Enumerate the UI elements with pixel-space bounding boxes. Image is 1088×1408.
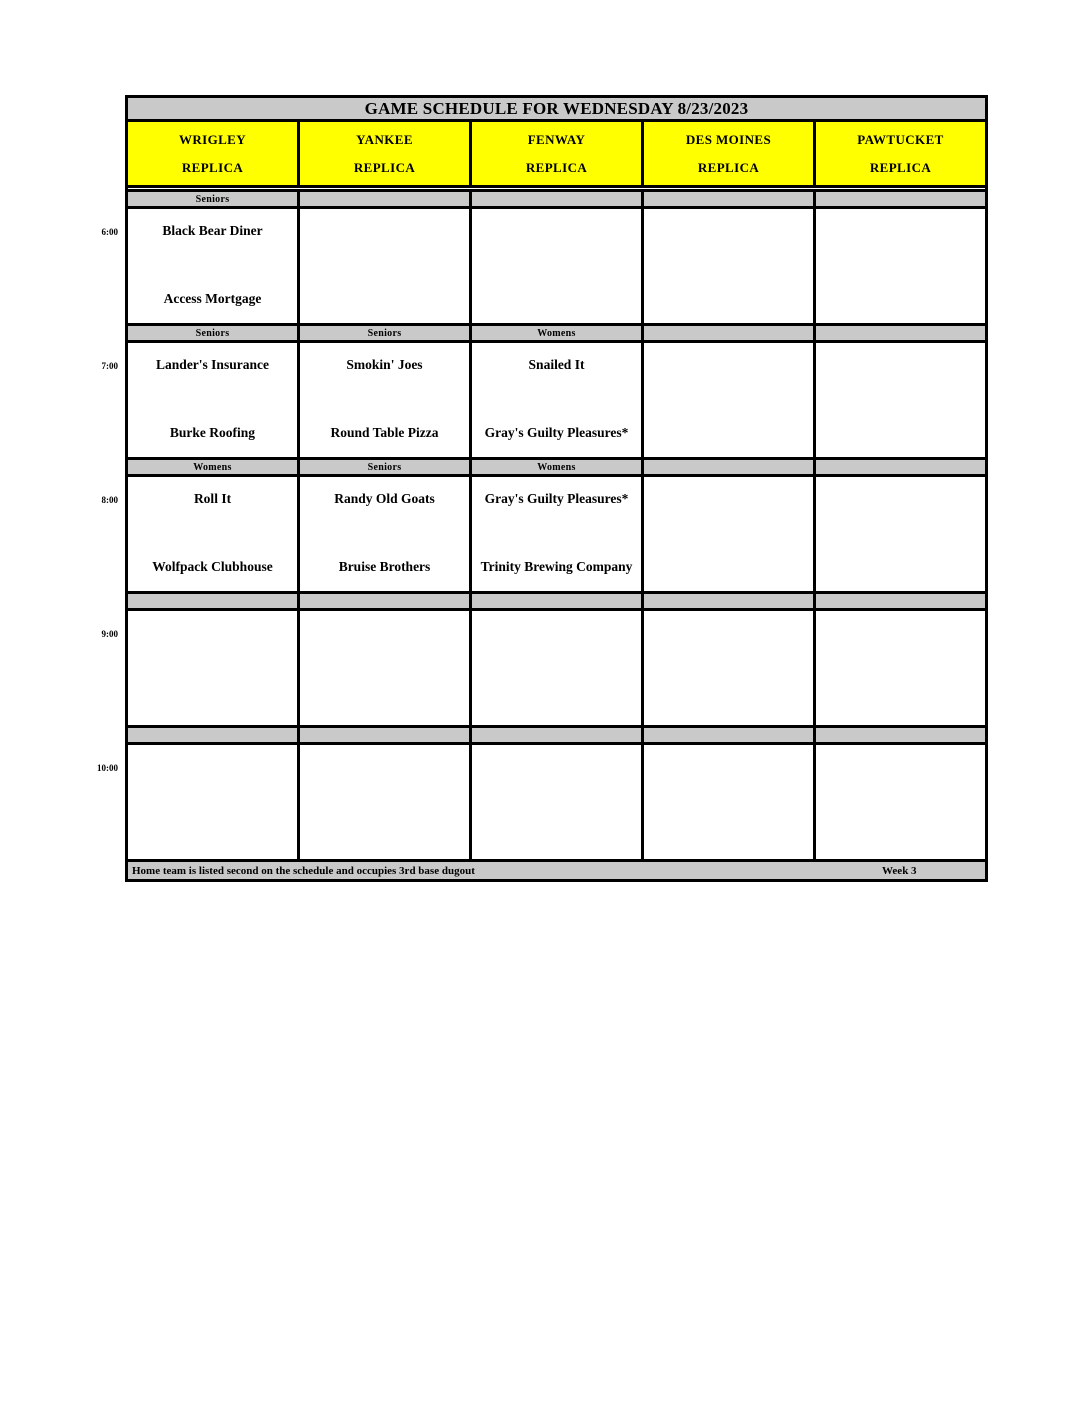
field-type: REPLICA <box>525 159 588 175</box>
division-band <box>644 594 813 608</box>
schedule-title: GAME SCHEDULE FOR WEDNESDAY 8/23/2023 <box>128 98 985 119</box>
away-team: Snailed It <box>528 357 585 372</box>
game-cell <box>300 209 469 323</box>
home-team: Trinity Brewing Company <box>480 559 633 574</box>
division-band <box>128 594 297 608</box>
division-band <box>644 460 813 474</box>
division-band <box>300 192 469 206</box>
division-band: Womens <box>128 460 297 474</box>
game-cell <box>472 745 641 859</box>
game-cell <box>128 477 297 591</box>
game-cell <box>128 343 297 457</box>
division-band <box>816 326 985 340</box>
game-cell <box>644 209 813 323</box>
time-label-10pm: 10:00 <box>97 763 118 773</box>
division-band <box>816 460 985 474</box>
away-team: Roll It <box>193 491 232 506</box>
game-cell <box>472 611 641 725</box>
away-team: Smokin' Joes <box>346 357 423 372</box>
division-band <box>472 728 641 742</box>
division-band: Seniors <box>300 460 469 474</box>
time-label-8pm: 8:00 <box>101 495 118 505</box>
division-band <box>816 192 985 206</box>
home-team: Access Mortgage <box>163 291 262 306</box>
time-label-6pm: 6:00 <box>101 227 118 237</box>
header-divider <box>128 188 985 189</box>
game-cell <box>816 209 985 323</box>
field-name: WRIGLEY <box>178 131 247 147</box>
division-band <box>816 594 985 608</box>
division-band <box>644 728 813 742</box>
away-team: Gray's Guilty Pleasures* <box>484 491 629 506</box>
away-team: Lander's Insurance <box>156 357 269 372</box>
home-team: Burke Roofing <box>169 425 256 440</box>
field-name: PAWTUCKET <box>857 131 944 147</box>
field-name: YANKEE <box>356 131 413 147</box>
field-type: REPLICA <box>869 159 932 175</box>
time-label-9pm: 9:00 <box>101 629 118 639</box>
game-cell <box>644 611 813 725</box>
game-cell <box>816 611 985 725</box>
field-header-des-moines <box>644 122 813 185</box>
field-header-pawtucket <box>816 122 985 185</box>
division-band: Womens <box>472 460 641 474</box>
division-band: Seniors <box>128 192 297 206</box>
home-team: Bruise Brothers <box>338 559 431 574</box>
division-band <box>644 326 813 340</box>
field-header-yankee <box>300 122 469 185</box>
game-cell <box>300 477 469 591</box>
game-cell <box>300 343 469 457</box>
division-band <box>644 192 813 206</box>
division-band: Seniors <box>128 326 297 340</box>
home-team: Gray's Guilty Pleasures* <box>484 425 629 440</box>
game-cell <box>644 343 813 457</box>
footer <box>128 862 985 879</box>
field-type: REPLICA <box>697 159 760 175</box>
time-label-7pm: 7:00 <box>101 361 118 371</box>
division-band <box>472 192 641 206</box>
game-cell <box>128 209 297 323</box>
field-name: FENWAY <box>527 131 586 147</box>
game-cell <box>816 477 985 591</box>
division-band: Seniors <box>300 326 469 340</box>
division-band <box>300 594 469 608</box>
away-team: Randy Old Goats <box>334 491 435 506</box>
division-band: Womens <box>472 326 641 340</box>
division-band <box>472 594 641 608</box>
game-cell <box>644 745 813 859</box>
game-cell <box>472 343 641 457</box>
away-team: Black Bear Diner <box>162 223 263 238</box>
game-cell <box>472 477 641 591</box>
division-band <box>128 728 297 742</box>
game-cell <box>300 745 469 859</box>
division-band <box>300 728 469 742</box>
game-cell <box>300 611 469 725</box>
division-band <box>816 728 985 742</box>
schedule-table <box>125 95 988 882</box>
field-type: REPLICA <box>181 159 244 175</box>
field-header-wrigley <box>128 122 297 185</box>
field-header-fenway <box>472 122 641 185</box>
field-type: REPLICA <box>353 159 416 175</box>
game-cell <box>128 745 297 859</box>
home-team: Wolfpack Clubhouse <box>152 559 273 574</box>
week-label: Week 3 <box>882 864 917 877</box>
game-cell <box>816 343 985 457</box>
game-cell <box>128 611 297 725</box>
game-cell <box>816 745 985 859</box>
home-team: Round Table Pizza <box>330 425 439 440</box>
field-name: DES MOINES <box>685 131 772 147</box>
game-cell <box>472 209 641 323</box>
footer-note: Home team is listed second on the schedule and occupies 3rd base dugout <box>132 864 475 877</box>
game-cell <box>644 477 813 591</box>
